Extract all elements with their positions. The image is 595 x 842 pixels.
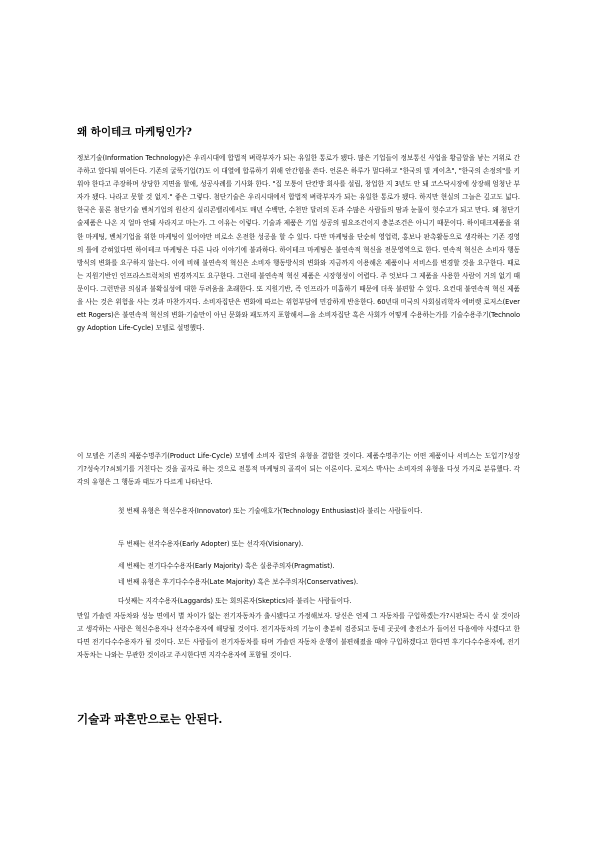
list-item-early-majority: 세 번째는 전기다수수용자(Early Majority) 혹은 실용주의자(Pragmatist).: [118, 562, 335, 570]
section-heading-why-hightech-marketing: 왜 하이테크 마케팅인가?: [77, 126, 192, 138]
section-heading-tech-not-enough: 기술과 파흔만으로는 안된다.: [77, 712, 223, 726]
list-item-innovator: 첫 번째 유형은 혁신수용자(Innovator) 또는 기술애호가(Technology Enthusiast)라 불리는 사람들이다.: [118, 507, 423, 515]
list-item-early-adopter: 두 번째는 선각수용자(Early Adopter) 또는 선각자(Visionary).: [118, 540, 304, 548]
body-paragraph-lifecycle-model: 이 모델은 기존의 제품수명주기(Product Life-Cycle) 모델에 소비자 집단의 유형을 결합한 것이다. 제품수명주기는 어떤 제품이나 서비스는 도입기?성장기?성숙기?쇠퇴기를 거친다는 것을 골자로 하는 것으로 전통적 마케팅의 골격이 되는 이론이다. 로저스 박사는 소비자의 유형을 다섯 가지로 분류했다. 각각의 유형은 그 행동과 태도가 다르게 나타난다.: [77, 452, 520, 487]
list-item-late-majority: 네 번째 유형은 후기다수수용자(Late Majority) 혹은 보수주의자(Conservatives).: [118, 578, 359, 586]
body-paragraph-intro: 정보기술(Information Technology)은 우리시대에 합법적 벼락부자가 되는 유일한 통로가 됐다. 많은 기업들이 정보통신 사업을 황금알을 낳는 거위로 간주하고 앞다퉈 뛰어든다. 기존의 굴뚝기업(?)도 이 대열에 합류하기 위해 안간힘을 쓴다. 언론은 하루가 멀다하고 "한국의 빌 게이츠", "한국의 손정의"를 키워야 한다고 주장하며 상당한 지면을 할애, 성공사례를 기사화 한다. "집 모퉁이 단칸방 회사를 설립, 창업한 지 3년도 안 돼 코스닥시장에 상장해 엄청난 부자가 됐다. 나라고 못할 것 없지." 좋은 그렇다. 첨단기술은 우리시대에서 합법적 벼락부자가 되는 유일한 통로가 됐다. 하지만 현실의 그늘은 깊고도 넓다. 한국은 물론 첨단기술 벤처기업의 원산지 실리콘밸리에서도 매년 수백만, 수천만 달러의 돈과 수많은 사람들의 땀과 눈물이 헛수고가 되고 만다. 왜 첨단기술제품은 나온 지 얼마 안돼 사라지고 마는가. 그 이유는 이렇다. 기술과 제품은 기업 성공의 필요조건이지 충분조건은 아니기 때문이다. 하이테크제품을 위한 마케팅, 벤처기업을 위한 마케팅이 있어야만 비로소 온전한 성공을 할 수 있다. 다만 마케팅을 단순히 영업력, 홍보나 판촉활동으로 생각하는 기존 경영의 틀에 갇혀있다면 하이테크 마케팅은 다른 나라 이야기에 불과하다. 하이테크 마케팅은 불연속적 혁신을 전문영역으로 한다. 연속적 혁신은 소비자 행동 방식의 변화를 요구하지 않는다. 이에 비해 불연속적 혁신은 소비자 행동방식의 변화와 지금까지 이용해온 제품이나 서비스를 변경할 것을 요구한다. 때로는 지원기반인 인프라스트럭처의 변경까지도 요구한다. 그런데 불연속적 혁신 제품은 시장형성이 어렵다. 주 엇보다 그 제품을 사용한 사람이 거의 없기 때문이다. 그런만큼 의심과 불확실성에 대한 두려움을 초래한다. 또 지원기반, 즉 인프라가 미흡하기 때문에 더욱 불편할 수 있다. 요컨대 불연속적 혁신 제품을 사는 것은 위험을 사는 것과 마찬가지다. 소비자집단은 변화에 따르는 위험부담에 민감하게 반응한다. 60년대 미국의 사회심리학자 에버렛 로저스(Everett Rogers)은 불연속적 혁신의 변화·기술만이 아닌 문화와 패도까지 포함해서—을 소비자집단 혹은 사회가 어떻게 수용하는가를 기술수용주기(Technology Adoption Life-Cycle) 모델로 설명했다.: [77, 154, 520, 333]
body-paragraph-electric-car-example: 만일 가솔린 자동차와 성능 면에서 별 차이가 없는 전기자동차가 출시됐다고 가정해보자. 당신은 언제 그 자동차를 구입하겠는가?시판되는 즉시 살 것이라고 생각하는 사람은 혁신수용자나 선각수용자에 해당될 것이다. 전기자동차의 기능이 충분히 검증되고 동네 곳곳에 충전소가 들어선 다음에야 사겠다고 한다면 전기다수수용자가 될 것이다. 모든 사람들이 전기자동차를 타며 가솔린 자동차 운행이 불편해졌을 때야 구입하겠다고 한다면 후기다수수용자에, 전기자동차는 나와는 무관한 것이라고 주시한다면 지각수용자에 포함될 것이다.: [77, 612, 520, 660]
list-item-laggards: 다섯째는 지각수용자(Laggards) 또는 회의론자(Skeptics)라 불리는 사람들이다.: [118, 597, 352, 605]
